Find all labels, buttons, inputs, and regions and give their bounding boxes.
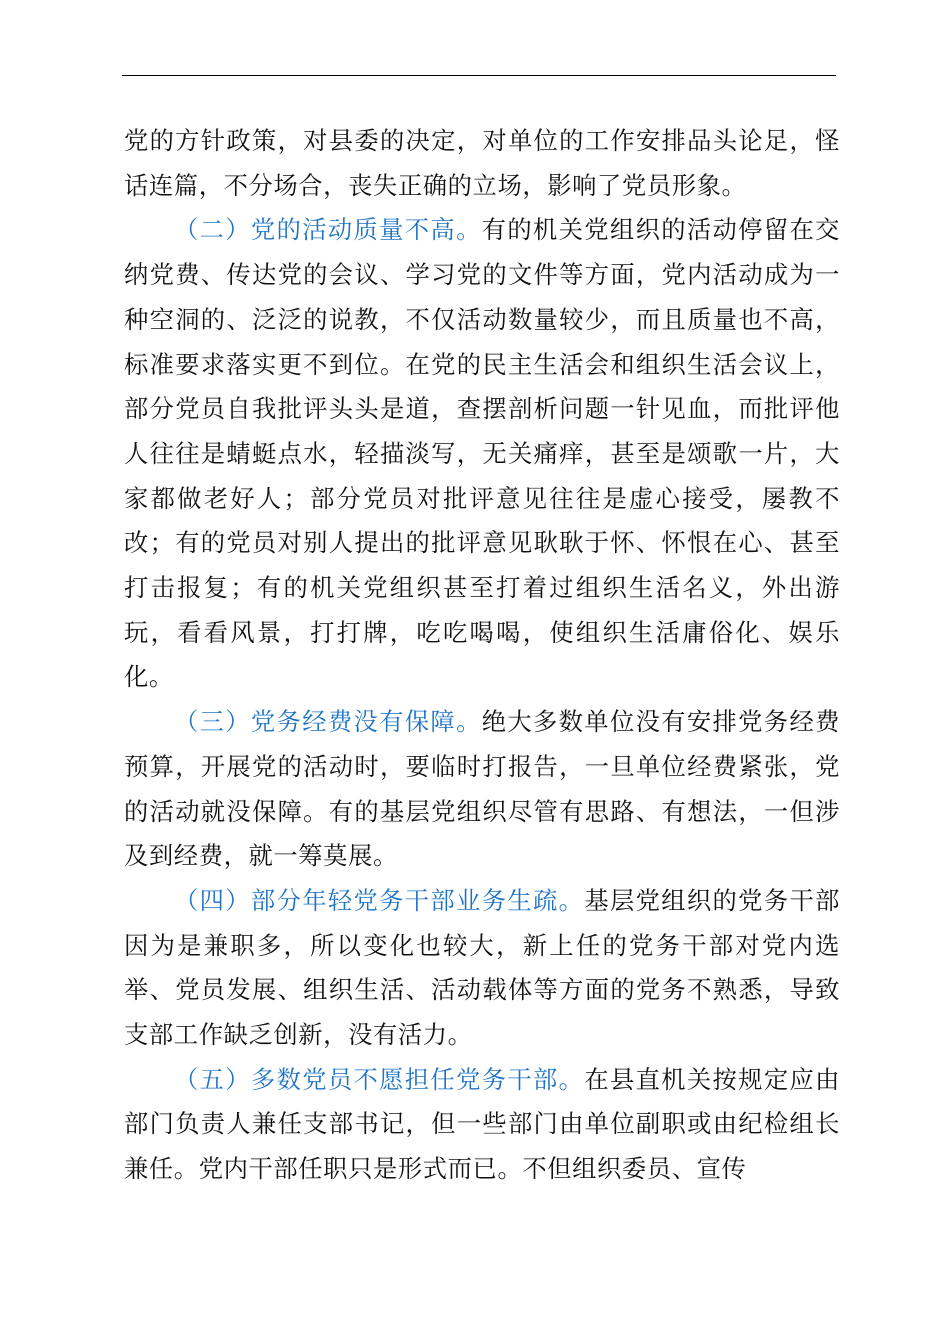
section-heading: （二）党的活动质量不高。	[174, 215, 482, 245]
paragraph-section-5	[124, 1058, 840, 1192]
paragraph-section-3	[124, 700, 840, 879]
paragraph-continuation	[124, 119, 840, 208]
paragraph-text: 绝大多数单位没有安排党务经费预算，开展党的活动时，要临时打报告，一旦单位经费紧张，党的活动就没保障。有的基层党组织尽管有思路、有想法，一但涉及到经费，就一筹莫展。	[124, 707, 840, 871]
paragraph-text: 有的机关党组织的活动停留在交纳党费、传达党的会议、学习党的文件等方面，党内活动成为一种空洞的、泛泛的说教，不仅活动数量较少，而且质量也不高，标准要求落实更不到位。在党的民主生活会和组织生活会议上，部分党员自我批评头头是道，查摆剖析问题一针见血，而批评他人往往是蜻蜓点水，轻描淡写，无关痛痒，甚至是颂歌一片，大家都做老好人；部分党员对批评意见往往是虚心接受，屡教不改；有的党员对别人提出的批评意见耿耿于怀、怀恨在心、甚至打击报复；有的机关党组织甚至打着过组织生活名义，外出游玩，看看风景，打打牌，吃吃喝喝，使组织生活庸俗化、娱乐化。	[124, 215, 840, 692]
paragraph-section-2	[124, 208, 840, 700]
paragraph-text: 在县直机关按规定应由部门负责人兼任支部书记，但一些部门由单位副职或由纪检组长兼任。党内干部任职只是形式而已。不但组织委员、宣传	[124, 1064, 841, 1184]
paragraph-text: 基层党组织的党务干部因为是兼职多，所以变化也较大，新上任的党务干部对党内选举、党员发展、组织生活、活动载体等方面的党务不熟悉，导致支部工作缺乏创新，没有活力。	[124, 885, 841, 1050]
section-heading: （五）多数党员不愿担任党务干部。	[174, 1064, 585, 1094]
section-heading: （三）党务经费没有保障。	[174, 707, 482, 737]
document-body	[124, 119, 840, 1192]
paragraph-text: 党的方针政策，对县委的决定，对单位的工作安排品头论足，怪话连篇，不分场合，丧失正确的立场，影响了党员形象。	[124, 126, 840, 200]
paragraph-section-4	[124, 879, 840, 1058]
section-heading: （四）部分年轻党务干部业务生疏。	[174, 885, 585, 915]
header-rule	[122, 75, 836, 76]
